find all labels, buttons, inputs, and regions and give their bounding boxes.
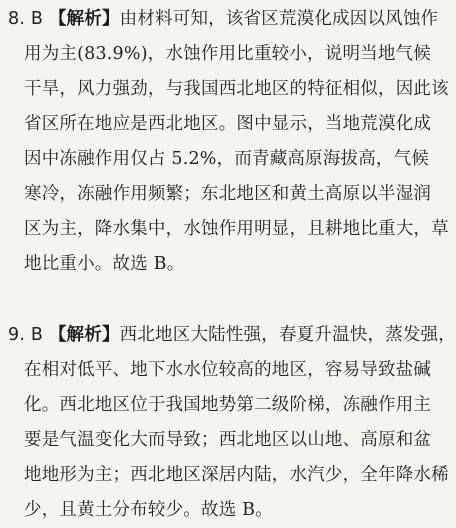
answer-line: 要是气温变化大而导致；西北地区以山地、高原和盆: [24, 430, 432, 450]
question-number: 8. B: [8, 9, 44, 29]
answer-line: 少，且黄土分布较少。故选 B。: [24, 500, 273, 520]
answer-line: 在相对低平、地下水水位较高的地区，容易导致盐碱: [24, 360, 432, 380]
answer-item-8: [0, 2, 449, 282]
answer-line: 用为主(83.9%)，水蚀作用比重较小，说明当地气候: [24, 44, 431, 64]
answer-line: [0, 2, 439, 37]
answer-line: 省区所在地应是西北地区。图中显示，当地荒漠化成: [24, 114, 432, 134]
analysis-tag: 【解析】: [48, 9, 120, 29]
answer-line: 地比重小。故选 B。: [24, 254, 185, 274]
answer-item-9: [0, 318, 456, 528]
answer-line: 地地形为主；西北地区深居内陆，水汽少，全年降水稀: [24, 465, 449, 485]
answer-line: [0, 318, 456, 353]
question-number: 9. B: [8, 325, 44, 345]
answer-text: 西北地区大陆性强，春夏升温快，蒸发强，: [119, 325, 456, 345]
analysis-tag: 【解析】: [48, 325, 120, 345]
answer-line: 干旱，风力强劲，与我国西北地区的特征相似，因此该: [24, 79, 449, 99]
answer-line: 区为主，降水集中，水蚀作用明显，且耕地比重大，草: [24, 219, 449, 239]
answer-line: 因中冻融作用仅占 5.2%，而青藏高原海拔高，气候: [24, 149, 430, 169]
answer-line: 寒冷，冻融作用频繁；东北地区和黄土高原以半湿润: [24, 184, 432, 204]
answer-text: 由材料可知，该省区荒漠化成因以风蚀作: [119, 9, 439, 29]
answer-line: 化。西北地区位于我国地势第二级阶梯，冻融作用主: [24, 395, 432, 415]
